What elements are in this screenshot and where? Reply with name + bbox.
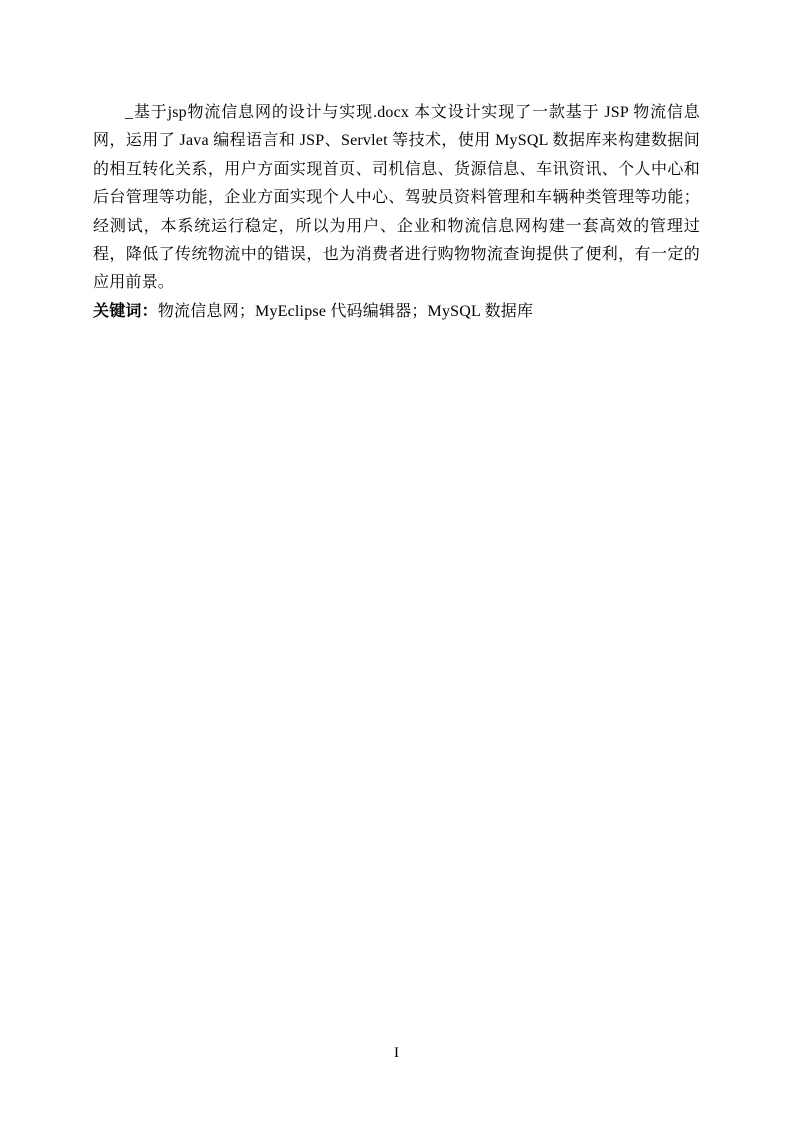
document-body <box>93 99 700 326</box>
keywords-line <box>93 298 700 326</box>
abstract-paragraph: _基于jsp物流信息网的设计与实现.docx 本文设计实现了一款基于 JSP 物流信息网，运用了 Java 编程语言和 JSP、Servlet 等技术，使用 MySQL 数据库来构建数据间的相互转化关系，用户方面实现首页、司机信息、货源信息、车讯资讯、个人中心和后台管理等功能，企业方面实现个人中心、驾驶员资料管理和车辆种类管理等功能；经测试，本系统运行稳定，所以为用户、企业和物流信息网构建一套高效的管理过程，降低了传统物流中的错误，也为消费者进行购物物流查询提供了便利，有一定的应用前景。 <box>93 104 700 292</box>
page-number: I <box>394 1045 399 1061</box>
keywords-text: 物流信息网；MyEclipse 代码编辑器；MySQL 数据库 <box>157 302 534 320</box>
keywords-label: 关键词： <box>93 302 158 320</box>
